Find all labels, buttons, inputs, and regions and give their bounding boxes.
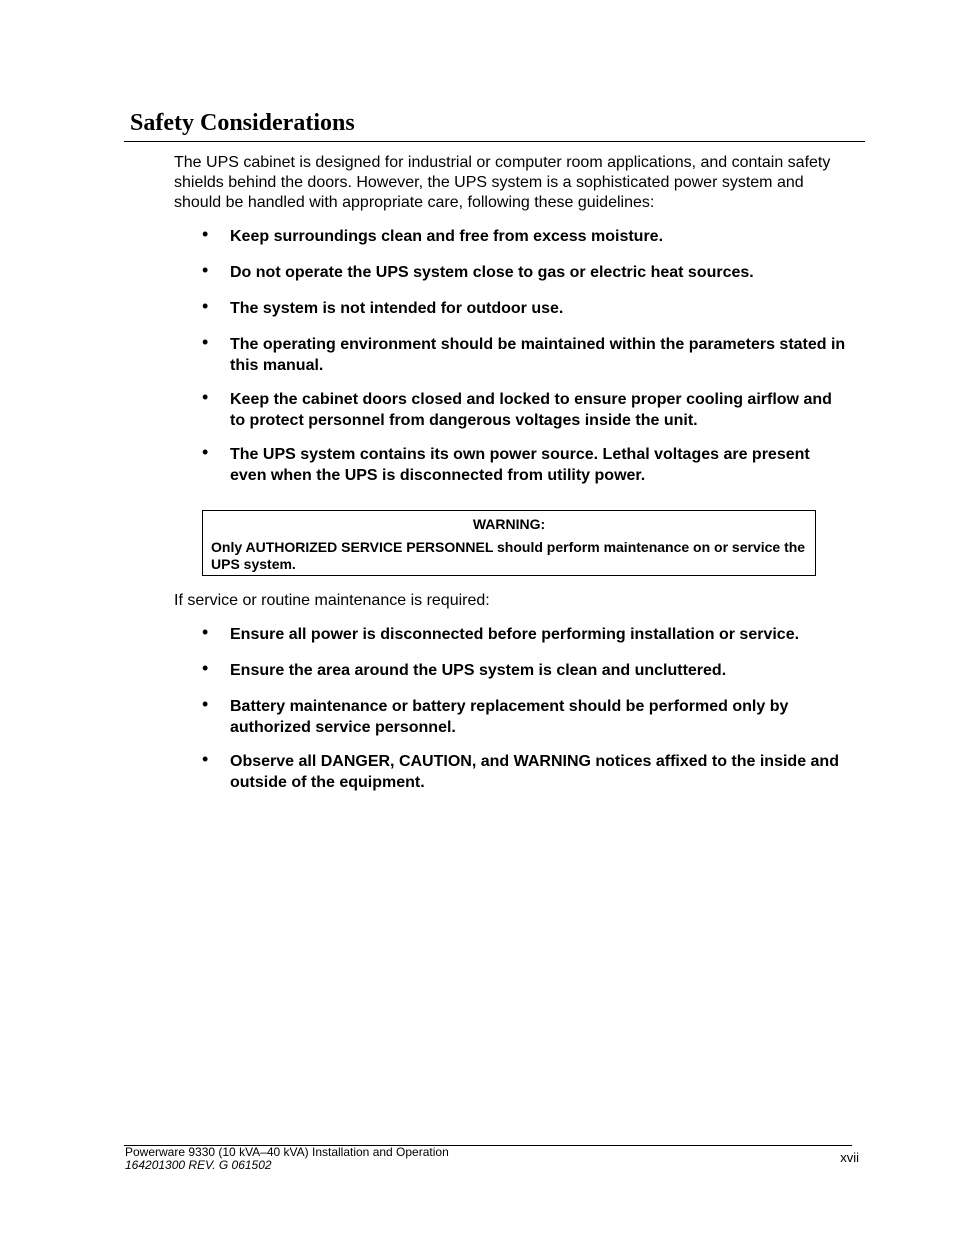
list-item-text: The operating environment should be maintained within the parameters stated in this manual. (230, 336, 846, 374)
bullet-icon: • (202, 332, 209, 352)
list-item (200, 298, 850, 319)
list-item (200, 660, 850, 681)
bullet-icon: • (202, 622, 209, 642)
bullet-icon: • (202, 749, 209, 769)
list-item (200, 751, 850, 793)
page-title: Safety Considerations (130, 110, 355, 136)
list-item (200, 334, 850, 376)
footer-doc-revision: 164201300 REV. G 061502 (125, 1158, 272, 1172)
list-item (200, 389, 850, 431)
page-number: xvii (840, 1150, 859, 1165)
bullet-icon: • (202, 694, 209, 714)
bullet-icon: • (202, 658, 209, 678)
bullet-icon: • (202, 260, 209, 280)
service-intro-paragraph: If service or routine maintenance is required: (174, 592, 490, 609)
list-item-text: Do not operate the UPS system close to gas or electric heat sources. (230, 264, 754, 281)
list-item-text: Keep the cabinet doors closed and locked to ensure proper cooling airflow and to protect personnel from dangerous voltages inside the unit. (230, 391, 832, 429)
footer-doc-title: Powerware 9330 (10 kVA–40 kVA) Installation and Operation (125, 1145, 449, 1159)
bullet-icon: • (202, 296, 209, 316)
bullet-icon: • (202, 224, 209, 244)
list-item-text: Keep surroundings clean and free from excess moisture. (230, 228, 664, 245)
list-item-text: Observe all DANGER, CAUTION, and WARNING notices affixed to the inside and outside of the equipment. (230, 753, 839, 791)
list-item-text: The system is not intended for outdoor use. (230, 300, 564, 317)
bullet-icon: • (202, 387, 209, 407)
list-item-text: Ensure all power is disconnected before performing installation or service. (230, 626, 800, 643)
warning-box (202, 510, 816, 576)
list-item (200, 444, 850, 486)
list-item-text: Ensure the area around the UPS system is clean and uncluttered. (230, 662, 727, 679)
footer-document-info (125, 1146, 449, 1172)
list-item-text: Battery maintenance or battery replacement should be performed only by authorized service personnel. (230, 698, 789, 736)
list-item (200, 696, 850, 738)
warning-text: Only AUTHORIZED SERVICE PERSONNEL should perform maintenance on or service the UPS system. (211, 539, 806, 572)
list-item (200, 624, 850, 645)
list-item (200, 262, 850, 283)
bullet-icon: • (202, 442, 209, 462)
list-item-text: The UPS system contains its own power source. Lethal voltages are present even when the UPS is disconnected from utility power. (230, 446, 810, 484)
title-divider (124, 141, 865, 142)
warning-title: WARNING: (472, 516, 546, 532)
intro-paragraph: The UPS cabinet is designed for industrial or computer room applications, and contain safety shields behind the doors. However, the UPS system is a sophisticated power system and should be handled with appropriate care, following these guidelines: (174, 154, 831, 211)
service-list (200, 624, 850, 806)
guidelines-list (200, 226, 850, 499)
list-item (200, 226, 850, 247)
